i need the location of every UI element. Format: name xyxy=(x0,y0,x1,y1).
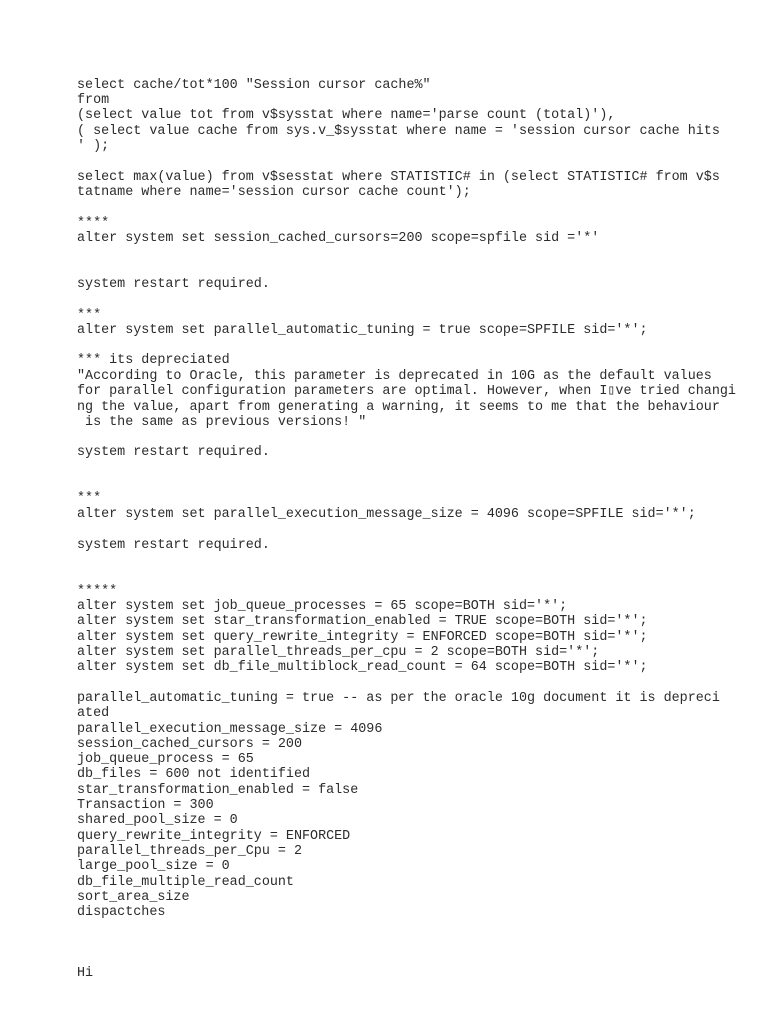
quote-line-4: is the same as previous versions! " xyxy=(77,415,367,430)
param-line-14: sort_area_size xyxy=(77,890,190,905)
note-restart-2: system restart required. xyxy=(77,445,270,460)
param-line-2: ated xyxy=(77,706,110,721)
quote-line-3: ng the value, apart from generating a warning, it seems to me that the behaviour xyxy=(77,400,720,415)
param-line-11: parallel_threads_per_Cpu = 2 xyxy=(77,844,302,859)
separator-stars-3b: *** xyxy=(77,491,102,506)
param-line-15: dispactches xyxy=(77,905,166,920)
param-line-9: shared_pool_size = 0 xyxy=(77,813,238,828)
quote-line-1: "According to Oracle, this parameter is deprecated in 10G as the default values xyxy=(77,369,712,384)
param-line-5: job_queue_process = 65 xyxy=(77,752,254,767)
param-line-13: db_file_multiple_read_count xyxy=(77,875,294,890)
note-restart-1: system restart required. xyxy=(77,277,270,292)
separator-stars-4: **** xyxy=(77,216,110,231)
param-line-1: parallel_automatic_tuning = true -- as per the oracle 10g document it is depreci xyxy=(77,691,720,706)
sql-line-1: select cache/tot*100 "Session cursor cache%" xyxy=(77,78,431,93)
sql-line-2: from xyxy=(77,93,110,108)
param-line-12: large_pool_size = 0 xyxy=(77,859,230,874)
param-line-3: parallel_execution_message_size = 4096 xyxy=(77,722,383,737)
sql-line-9: alter system set parallel_automatic_tuning = true scope=SPFILE sid='*'; xyxy=(77,323,648,338)
param-line-4: session_cached_cursors = 200 xyxy=(77,737,302,752)
sql-line-14: alter system set parallel_threads_per_cpu = 2 scope=BOTH sid='*'; xyxy=(77,645,600,660)
param-line-10: query_rewrite_integrity = ENFORCED xyxy=(77,829,351,844)
sql-line-5: ' ); xyxy=(77,139,110,154)
sql-line-3: (select value tot from v$sysstat where name='parse count (total)'), xyxy=(77,108,616,123)
sql-line-13: alter system set query_rewrite_integrity = ENFORCED scope=BOTH sid='*'; xyxy=(77,630,648,645)
separator-stars-3a: *** xyxy=(77,308,102,323)
sql-line-10: alter system set parallel_execution_message_size = 4096 scope=SPFILE sid='*'; xyxy=(77,507,696,522)
sql-line-7: tatname where name='session cursor cache count'); xyxy=(77,185,471,200)
closing-text: Hi xyxy=(77,966,94,981)
quote-line-2: for parallel configuration parameters are optimal. However, when I▯ve tried changi xyxy=(77,384,736,399)
param-line-6: db_files = 600 not identified xyxy=(77,767,311,782)
param-line-7: star_transformation_enabled = false xyxy=(77,783,359,798)
sql-line-12: alter system set star_transformation_enabled = TRUE scope=BOTH sid='*'; xyxy=(77,614,648,629)
separator-stars-5: ***** xyxy=(77,584,118,599)
sql-line-4: ( select value cache from sys.v_$sysstat where name = 'session cursor cache hits xyxy=(77,124,720,139)
sql-line-6: select max(value) from v$sesstat where STATISTIC# in (select STATISTIC# from v$s xyxy=(77,170,720,185)
note-restart-3: system restart required. xyxy=(77,538,270,553)
sql-line-15: alter system set db_file_multiblock_read_count = 64 scope=BOTH sid='*'; xyxy=(77,660,648,675)
sql-line-11: alter system set job_queue_processes = 65 scope=BOTH sid='*'; xyxy=(77,599,568,614)
note-depreciated: *** its depreciated xyxy=(77,353,230,368)
param-line-8: Transaction = 300 xyxy=(77,798,214,813)
sql-line-8: alter system set session_cached_cursors=200 scope=spfile sid ='*' xyxy=(77,231,600,246)
